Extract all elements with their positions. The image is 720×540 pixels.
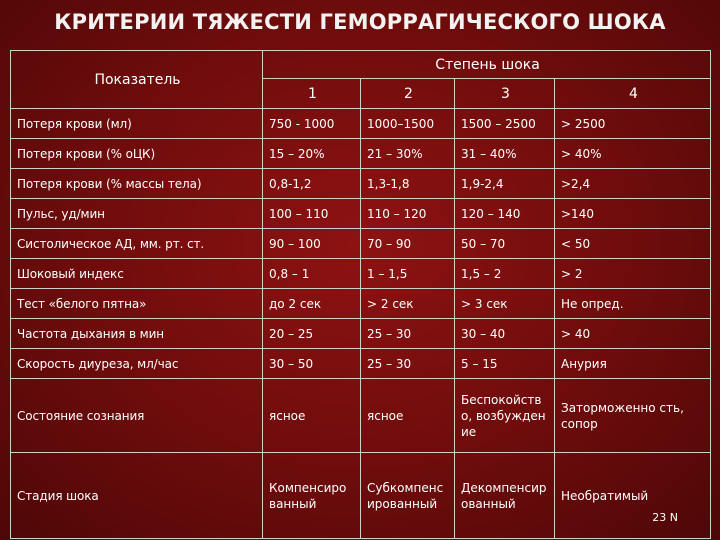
cell-value: Необратимый bbox=[555, 453, 711, 539]
cell-value: > 3 сек bbox=[455, 289, 555, 319]
cell-value: 1,3-1,8 bbox=[361, 169, 455, 199]
cell-value: Беспокойств о, возбуждение bbox=[455, 379, 555, 453]
row-label: Систолическое АД, мм. рт. ст. bbox=[11, 229, 263, 259]
table-row bbox=[11, 229, 711, 259]
cell-value: 21 – 30% bbox=[361, 139, 455, 169]
cell-value: 25 – 30 bbox=[361, 349, 455, 379]
degree-2: 2 bbox=[361, 79, 455, 109]
table-row bbox=[11, 169, 711, 199]
table-row bbox=[11, 289, 711, 319]
cell-value: 50 – 70 bbox=[455, 229, 555, 259]
cell-value: > 40 bbox=[555, 319, 711, 349]
table-row bbox=[11, 259, 711, 289]
row-label: Шоковый индекс bbox=[11, 259, 263, 289]
degree-1: 1 bbox=[263, 79, 361, 109]
row-label: Пульс, уд/мин bbox=[11, 199, 263, 229]
cell-value: < 50 bbox=[555, 229, 711, 259]
header-indicator: Показатель bbox=[11, 51, 263, 109]
cell-value: до 2 сек bbox=[263, 289, 361, 319]
row-label: Тест «белого пятна» bbox=[11, 289, 263, 319]
cell-value: Компенсиро ванный bbox=[263, 453, 361, 539]
cell-value: 100 – 110 bbox=[263, 199, 361, 229]
cell-value: 15 – 20% bbox=[263, 139, 361, 169]
cell-value: 750 - 1000 bbox=[263, 109, 361, 139]
cell-value: 25 – 30 bbox=[361, 319, 455, 349]
cell-value: 1,9-2,4 bbox=[455, 169, 555, 199]
cell-value: Анурия bbox=[555, 349, 711, 379]
cell-value: > 2500 bbox=[555, 109, 711, 139]
cell-value: 1500 – 2500 bbox=[455, 109, 555, 139]
cell-value: > 2 bbox=[555, 259, 711, 289]
cell-value: Декомпенсир ованный bbox=[455, 453, 555, 539]
cell-value: ясное bbox=[361, 379, 455, 453]
cell-value: Заторможенно сть, сопор bbox=[555, 379, 711, 453]
table-row bbox=[11, 199, 711, 229]
cell-value: 0,8-1,2 bbox=[263, 169, 361, 199]
cell-value: 70 – 90 bbox=[361, 229, 455, 259]
table-row bbox=[11, 349, 711, 379]
cell-value: >2,4 bbox=[555, 169, 711, 199]
cell-value: 110 – 120 bbox=[361, 199, 455, 229]
table-row bbox=[11, 319, 711, 349]
cell-value: ясное bbox=[263, 379, 361, 453]
cell-value: 20 – 25 bbox=[263, 319, 361, 349]
header-degree: Степень шока bbox=[263, 51, 711, 79]
cell-value: > 40% bbox=[555, 139, 711, 169]
row-label: Скорость диуреза, мл/час bbox=[11, 349, 263, 379]
table-row bbox=[11, 109, 711, 139]
table-row bbox=[11, 379, 711, 453]
cell-value: 0,8 – 1 bbox=[263, 259, 361, 289]
cell-value: 1,5 – 2 bbox=[455, 259, 555, 289]
cell-value: 1 – 1,5 bbox=[361, 259, 455, 289]
cell-value: >140 bbox=[555, 199, 711, 229]
cell-value: 31 – 40% bbox=[455, 139, 555, 169]
degree-4: 4 bbox=[555, 79, 711, 109]
row-label: Состояние сознания bbox=[11, 379, 263, 453]
table-row bbox=[11, 453, 711, 539]
row-label: Стадия шока bbox=[11, 453, 263, 539]
row-label: Потеря крови (% массы тела) bbox=[11, 169, 263, 199]
row-label: Потеря крови (% оЦК) bbox=[11, 139, 263, 169]
cell-value: 30 – 50 bbox=[263, 349, 361, 379]
criteria-table bbox=[10, 50, 711, 539]
cell-value: Не опред. bbox=[555, 289, 711, 319]
cell-value: 5 – 15 bbox=[455, 349, 555, 379]
cell-value: Субкомпенс ированный bbox=[361, 453, 455, 539]
slide-number: 23 N bbox=[652, 511, 678, 524]
row-label: Частота дыхания в мин bbox=[11, 319, 263, 349]
cell-value: 120 – 140 bbox=[455, 199, 555, 229]
cell-value: > 2 сек bbox=[361, 289, 455, 319]
table-row bbox=[11, 139, 711, 169]
slide-title: КРИТЕРИИ ТЯЖЕСТИ ГЕМОРРАГИЧЕСКОГО ШОКА bbox=[54, 10, 666, 34]
cell-value: 30 – 40 bbox=[455, 319, 555, 349]
degree-3: 3 bbox=[455, 79, 555, 109]
cell-value: 1000–1500 bbox=[361, 109, 455, 139]
row-label: Потеря крови (мл) bbox=[11, 109, 263, 139]
cell-value: 90 – 100 bbox=[263, 229, 361, 259]
